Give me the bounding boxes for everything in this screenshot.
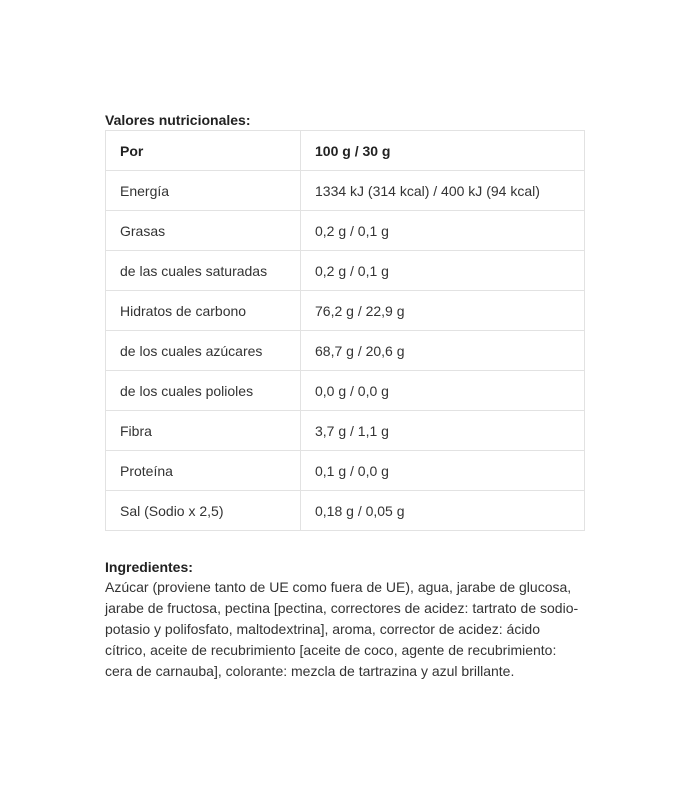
row-label: Sal (Sodio x 2,5) <box>106 491 301 531</box>
ingredients-title: Ingredientes: <box>105 559 193 575</box>
row-value: 68,7 g / 20,6 g <box>301 331 585 371</box>
table-row <box>106 371 585 411</box>
row-label: Hidratos de carbono <box>106 291 301 331</box>
row-label: Fibra <box>106 411 301 451</box>
row-label: Energía <box>106 171 301 211</box>
row-value: 0,2 g / 0,1 g <box>301 211 585 251</box>
table-row <box>106 291 585 331</box>
ingredients-section <box>105 557 585 682</box>
row-value: 0,2 g / 0,1 g <box>301 251 585 291</box>
header-portion: 100 g / 30 g <box>301 131 585 171</box>
table-row <box>106 411 585 451</box>
row-value: 3,7 g / 1,1 g <box>301 411 585 451</box>
row-value: 0,1 g / 0,0 g <box>301 451 585 491</box>
table-row <box>106 331 585 371</box>
row-value: 0,0 g / 0,0 g <box>301 371 585 411</box>
table-row <box>106 251 585 291</box>
table-header-row <box>106 131 585 171</box>
row-label: Grasas <box>106 211 301 251</box>
row-label: de los cuales azúcares <box>106 331 301 371</box>
row-label: de las cuales saturadas <box>106 251 301 291</box>
table-row <box>106 451 585 491</box>
ingredients-text: Azúcar (proviene tanto de UE como fuera de UE), agua, jarabe de glucosa, jarabe de fructosa, pectina [pectina, correctores de acidez: tartrato de sodio-potasio y polifosfato, maltodextrina], aroma, corrector de acidez: ácido cítrico, aceite de recubrimiento [aceite de coco, agente de recubrimiento: cera de carnauba], colorante: mezcla de tartrazina y azul brillante. <box>105 579 579 679</box>
product-info <box>105 110 585 682</box>
nutrition-title: Valores nutricionales: <box>105 112 251 128</box>
nutrition-table <box>105 130 585 531</box>
row-label: de los cuales polioles <box>106 371 301 411</box>
row-value: 76,2 g / 22,9 g <box>301 291 585 331</box>
row-value: 0,18 g / 0,05 g <box>301 491 585 531</box>
table-row <box>106 171 585 211</box>
table-row <box>106 491 585 531</box>
row-label: Proteína <box>106 451 301 491</box>
table-row <box>106 211 585 251</box>
row-value: 1334 kJ (314 kcal) / 400 kJ (94 kcal) <box>301 171 585 211</box>
header-per: Por <box>106 131 301 171</box>
